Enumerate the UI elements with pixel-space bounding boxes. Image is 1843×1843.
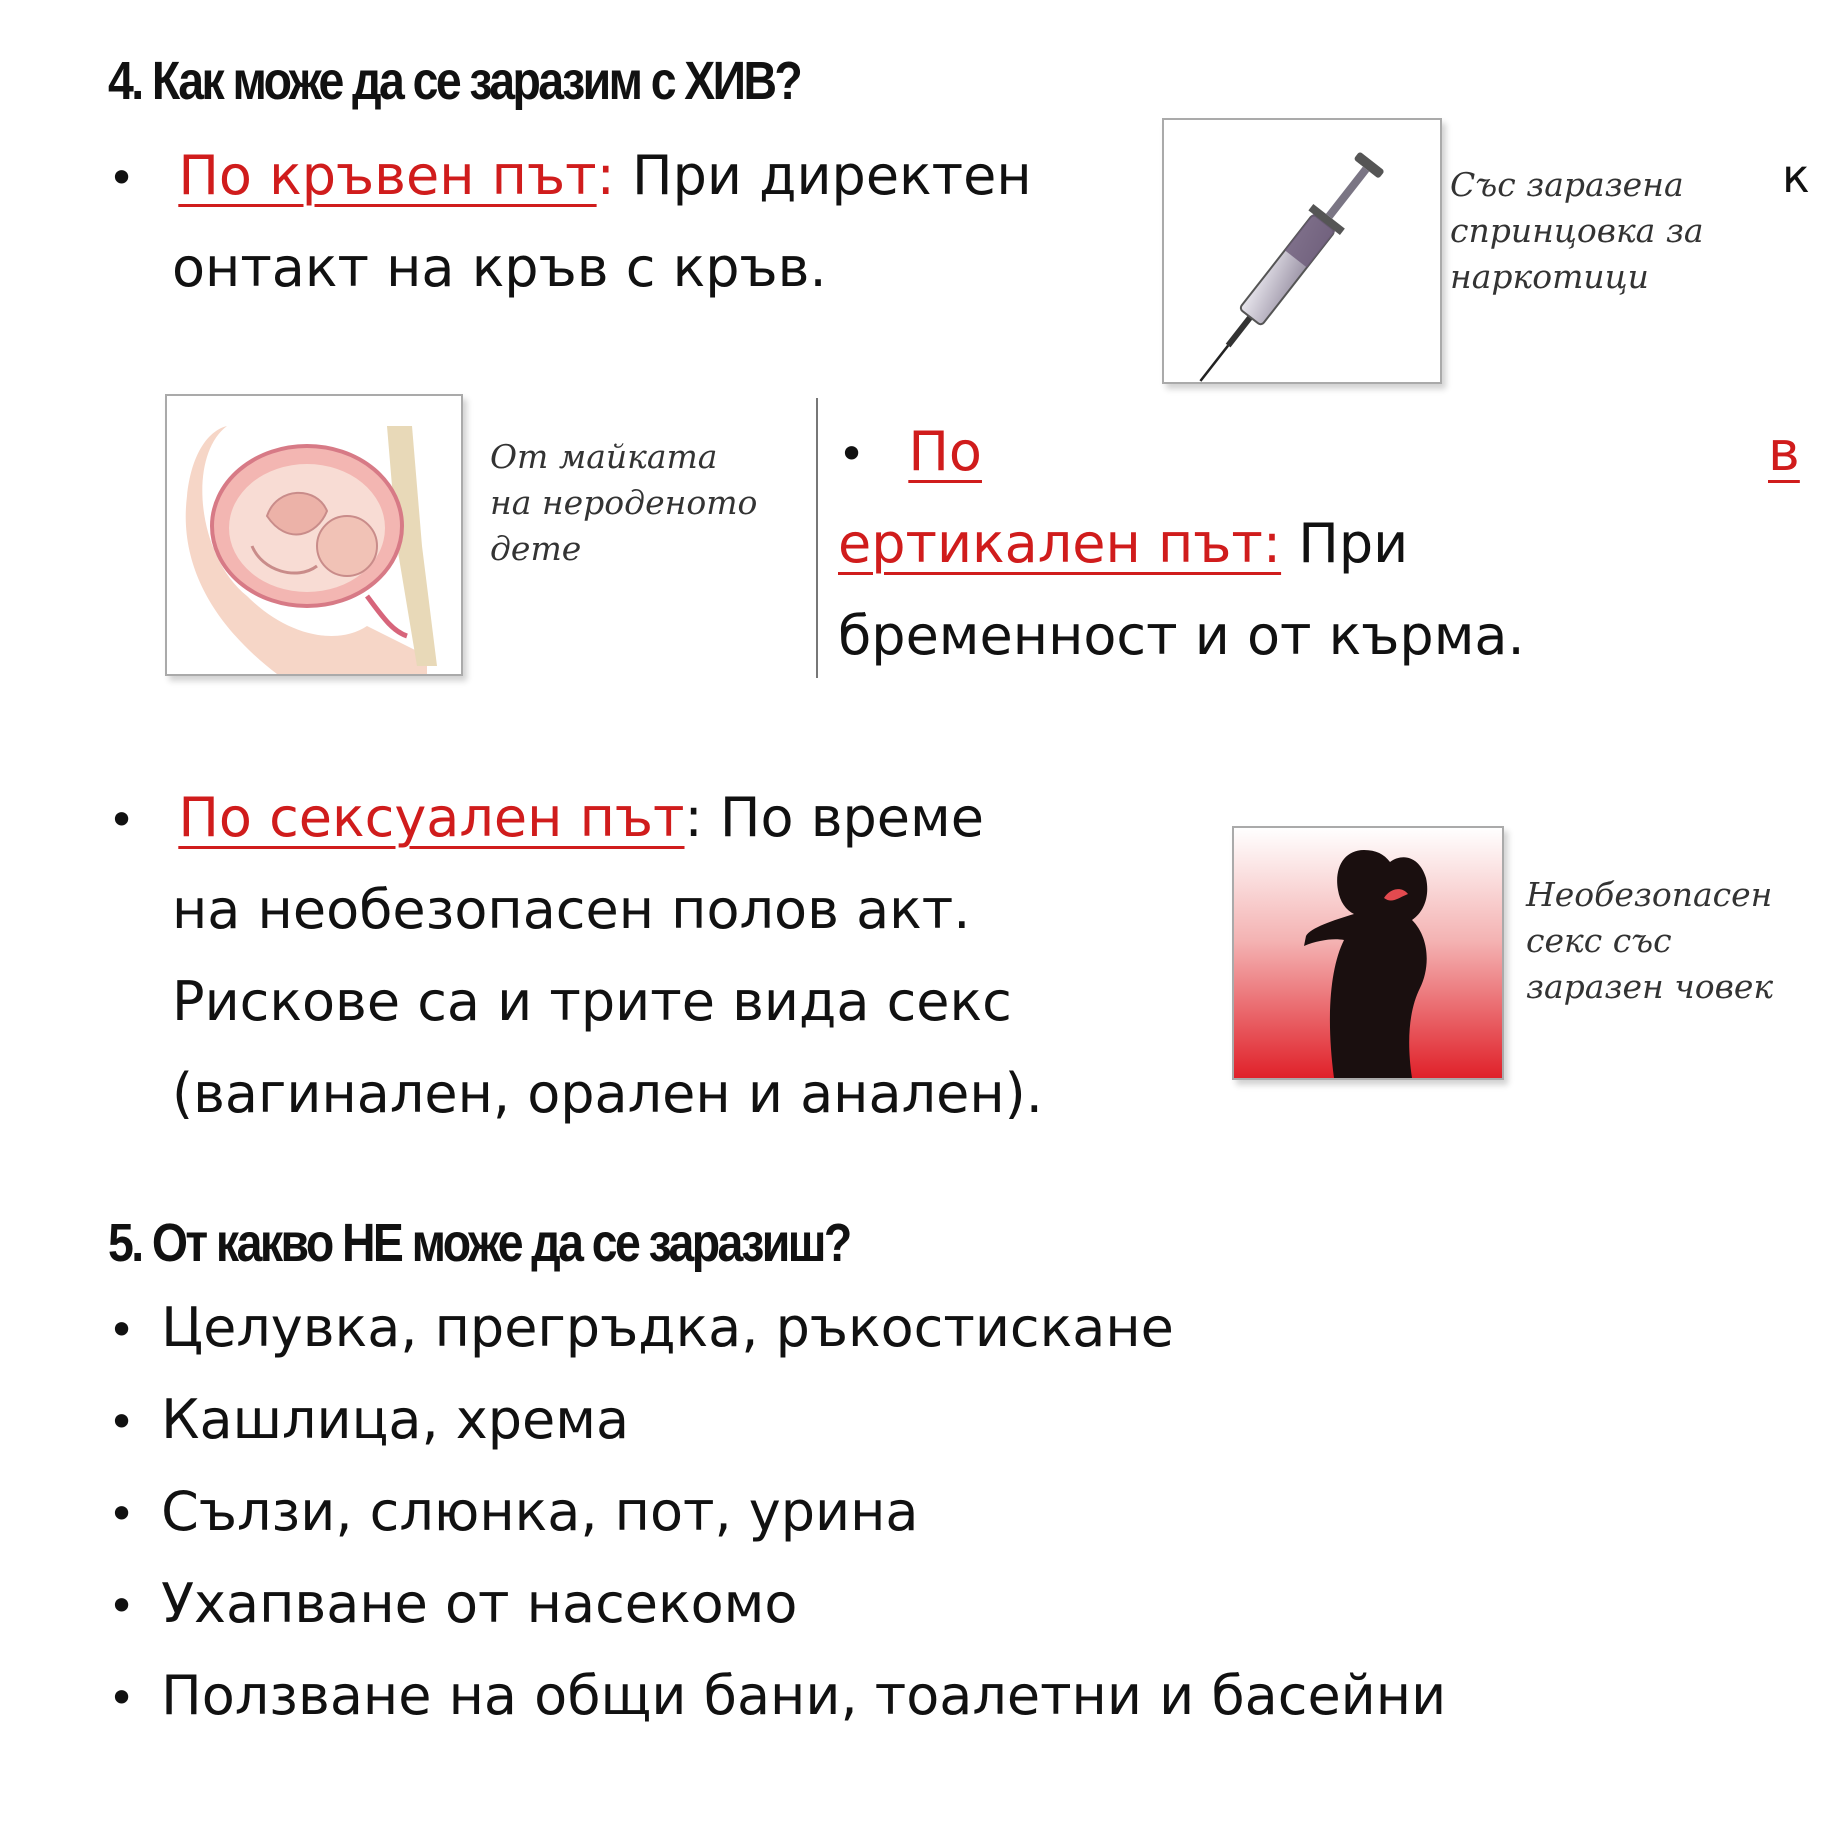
sexual-route-line-4: (вагинален, орален и анален). [172,1062,1043,1125]
bullet: • [108,793,136,847]
blood-route-label: По кръвен път [178,144,597,207]
blood-route-line-2: онтакт на кръв с кръв. [172,236,827,299]
vertical-route-line-1 [838,406,982,500]
sexual-route-colon: : [684,786,703,849]
bullet: • [108,1303,136,1357]
caption-line: секс със [1526,921,1672,960]
caption-line: на нероденото [490,483,758,522]
vertical-route-stray-letter: в [1768,420,1800,483]
list-item-text: Сълзи, слюнка, пот, урина [161,1480,919,1543]
list-item [108,1558,797,1652]
caption-line: Необезопасен [1526,875,1773,914]
pregnancy-caption [490,434,757,572]
pregnancy-image [165,394,463,676]
blood-route-text-1: При директен [614,144,1032,207]
vertical-route-text-1: При [1281,512,1409,575]
list-item-text: Кашлица, хрема [161,1388,630,1451]
section-4-heading: 4. Как може да се заразим с ХИВ? [108,51,801,111]
list-item [108,1650,1446,1744]
bullet: • [108,151,136,205]
bullet: • [108,1671,136,1725]
vertical-divider [816,398,818,678]
section-5-heading: 5. От какво НЕ може да се заразиш? [108,1213,850,1273]
list-item [108,1282,1174,1376]
stray-letter-k: к [1782,149,1810,203]
blood-route-colon: : [596,144,615,207]
blood-route-line-1 [108,130,1032,224]
bullet: • [838,427,866,481]
caption-line: наркотици [1450,257,1649,296]
list-item-text: Целувка, прегръдка, ръкостискане [161,1296,1174,1359]
sexual-route-text-1: По време [702,786,984,849]
bullet: • [108,1487,136,1541]
vertical-route-label-part-2: ертикален път: [838,512,1282,575]
caption-line: Със заразена [1450,165,1684,204]
syringe-icon [1164,120,1440,382]
sexual-caption [1526,872,1773,1010]
list-item-text: Ухапване от насекомо [161,1572,798,1635]
caption-line: заразен човек [1526,967,1774,1006]
bullet: • [108,1579,136,1633]
vertical-route-line-2 [838,498,1408,590]
syringe-image [1162,118,1442,384]
vertical-route-line-3: бременност и от кърма. [838,604,1525,667]
sexual-route-line-3: Рискове са и трите вида секс [172,970,1012,1033]
couple-silhouette-icon [1234,828,1502,1078]
couple-silhouette-image [1232,826,1504,1080]
fetus-icon [167,396,461,674]
caption-line: спринцовка за [1450,211,1704,250]
caption-line: дете [490,529,582,568]
bullet: • [108,1395,136,1449]
syringe-caption [1450,162,1704,300]
list-item [108,1466,919,1560]
sexual-route-line-2: на необезопасен полов акт. [172,878,971,941]
vertical-route-label-part-1: По [908,420,982,483]
sexual-route-line-1 [108,772,984,866]
sexual-route-label: По сексуален път [178,786,685,849]
caption-line: От майката [490,437,718,476]
list-item [108,1374,629,1468]
list-item-text: Ползване на общи бани, тоалетни и басейни [161,1664,1447,1727]
